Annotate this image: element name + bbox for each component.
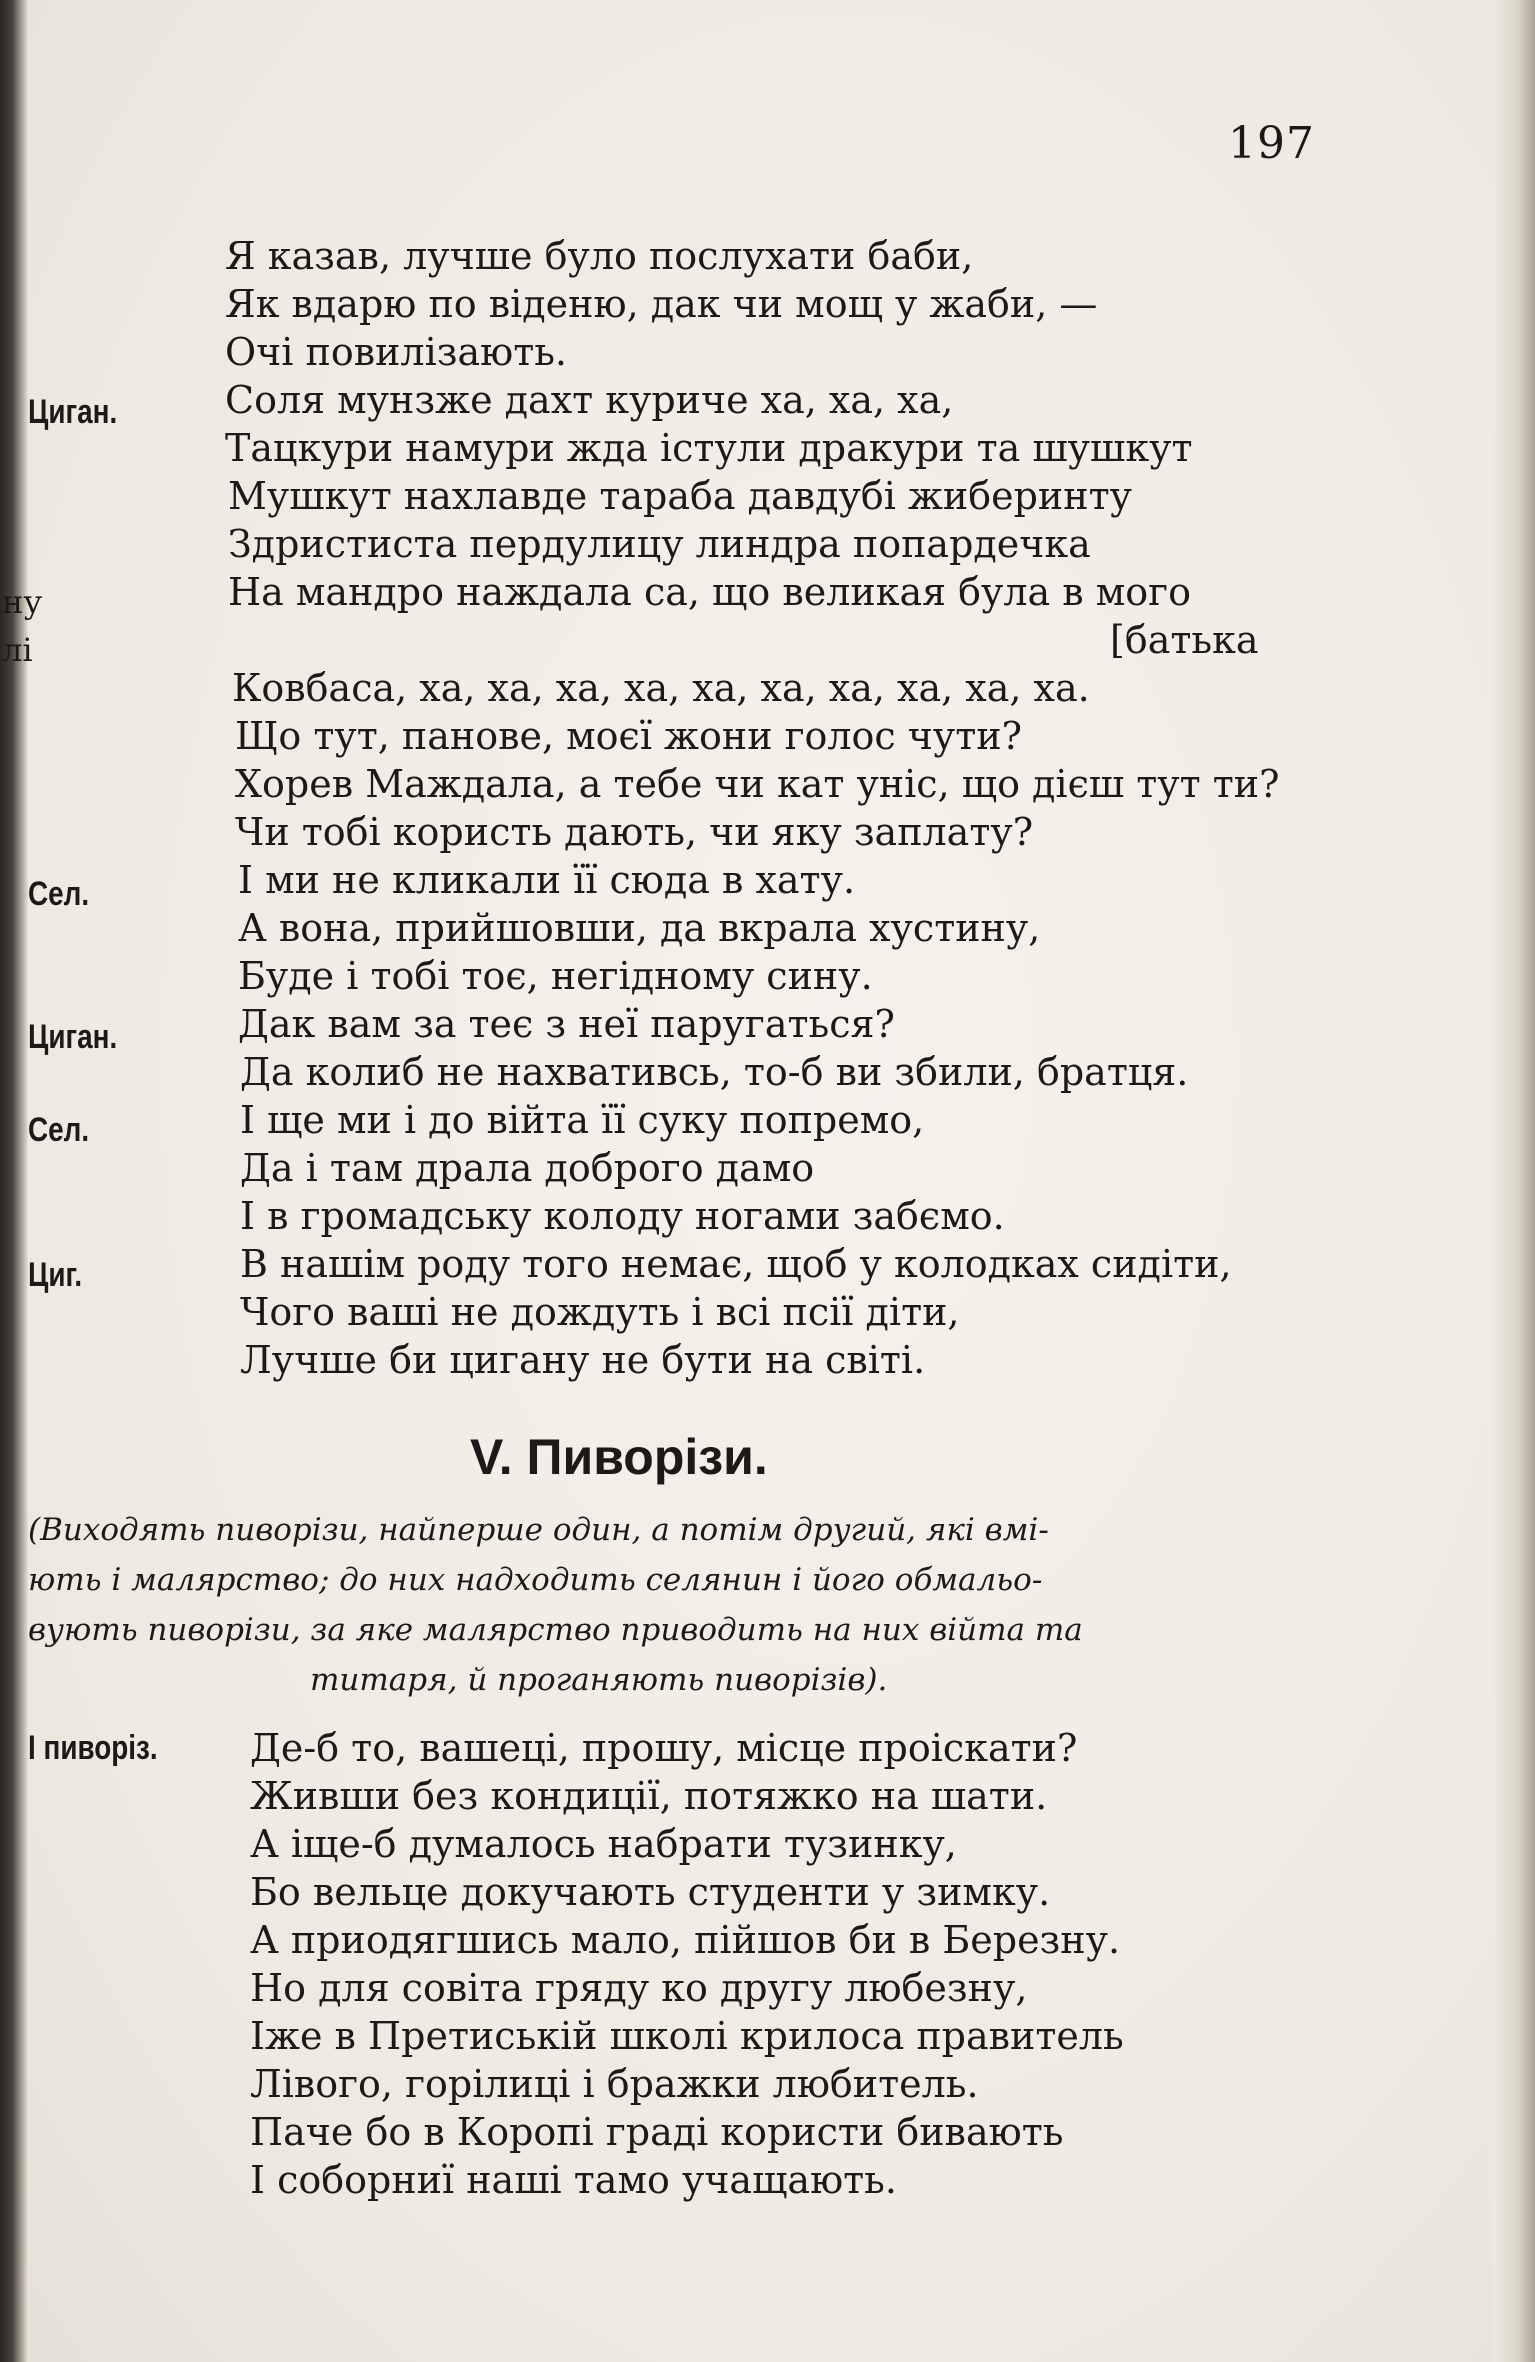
stage-direction-line: ють і малярство; до них надходить селянин і його обмальо- — [28, 1562, 1043, 1598]
verse-line: Буде і тобі тоє, негідному сину. — [238, 954, 873, 998]
verse-line: Іже в Претиській школі крилоса правитель — [250, 2014, 1124, 2058]
verse-line: Дак вам за теє з неї паругаться? — [238, 1002, 895, 1046]
stage-direction-line: вують пиворізи, за яке малярство приводить на них війта та — [28, 1612, 1083, 1648]
page-number: 197 — [1228, 118, 1315, 169]
verse-line: Живши без кондиції, потяжко на шати. — [250, 1774, 1048, 1818]
speaker-label: Сел. — [28, 875, 90, 913]
verse-line: Чи тобі користь дають, чи яку заплату? — [235, 810, 1034, 854]
page-binding-shadow — [0, 0, 28, 2362]
margin-fragment: ну — [2, 583, 43, 621]
verse-line: Ковбаса, ха, ха, ха, ха, ха, ха, ха, ха, ха, ха. — [232, 666, 1090, 710]
verse-line: Що тут, панове, моєї жони голос чути? — [235, 714, 1022, 758]
verse-line: А приодягшись мало, пійшов би в Березну. — [250, 1918, 1121, 1962]
verse-line: На мандро наждала са, що великая була в мого — [228, 570, 1191, 614]
verse-line: Я казав, лучше було послухати баби, — [225, 234, 974, 278]
stage-direction-line: титаря, й проганяють пиворізів). — [310, 1662, 888, 1698]
speaker-label: Циган. — [28, 393, 118, 431]
verse-line: І в громадську колоду ногами забємо. — [240, 1194, 1005, 1238]
verse-line: А іще-б думалось набрати тузинку, — [250, 1822, 957, 1866]
verse-line: І ще ми і до війта її суку попремо, — [240, 1098, 925, 1142]
stage-direction-line: (Виходять пиворізи, найперше один, а потім другий, які вмі- — [28, 1512, 1049, 1548]
page-edge-shadow — [1493, 0, 1535, 2362]
section-heading: V. Пиворізи. — [470, 1429, 768, 1485]
verse-line: В нашім роду того немає, щоб у колодках сидіти, — [240, 1242, 1232, 1286]
verse-line: Но для совіта гряду ко другу любезну, — [250, 1966, 1028, 2010]
verse-line: Лучше би цигану не бути на світі. — [240, 1338, 926, 1382]
speaker-label: Циг. — [28, 1256, 83, 1294]
verse-line: Бо вельце докучають студенти у зимку. — [250, 1870, 1051, 1914]
verse-line: Соля мунзже дахт куриче ха, ха, ха, — [225, 378, 954, 422]
verse-line: Хорев Маждала, а тебе чи кат уніс, що дієш тут ти? — [235, 762, 1280, 806]
verse-line: І соборниї наші тамо учащають. — [250, 2158, 897, 2202]
verse-line: Мушкут нахлавде тараба давдубі жиберинту — [228, 474, 1132, 518]
verse-line: Як вдарю по віденю, дак чи мощ у жаби, — — [225, 282, 1098, 326]
verse-line: Чого ваші не дождуть і всі псії діти, — [240, 1290, 960, 1334]
verse-line: Тацкури намури жда істули дракури та шушкут — [225, 426, 1193, 470]
verse-line: Паче бо в Коропі граді користи бивають — [250, 2110, 1064, 2154]
speaker-label: Циган. — [28, 1018, 118, 1056]
verse-line: Да і там драла доброго дамо — [240, 1146, 815, 1190]
verse-line: Лівого, горілиці і бражки любитель. — [250, 2062, 979, 2106]
verse-line: Де-б то, вашеці, прошу, місце проіскати? — [250, 1726, 1078, 1770]
verse-line-continuation: [батька — [1110, 618, 1259, 662]
verse-line: Очі повилізають. — [225, 330, 567, 374]
verse-line: Здристиста пердулицу линдра попардечка — [228, 522, 1091, 566]
speaker-label: Сел. — [28, 1111, 90, 1149]
verse-line: І ми не кликали її сюда в хату. — [238, 858, 856, 902]
speaker-label: І пиворіз. — [28, 1729, 158, 1767]
margin-fragment: лі — [2, 631, 33, 669]
verse-line: А вона, прийшовши, да вкрала хустину, — [238, 906, 1041, 950]
verse-line: Да колиб не нахвативсь, то-б ви збили, братця. — [240, 1050, 1189, 1094]
